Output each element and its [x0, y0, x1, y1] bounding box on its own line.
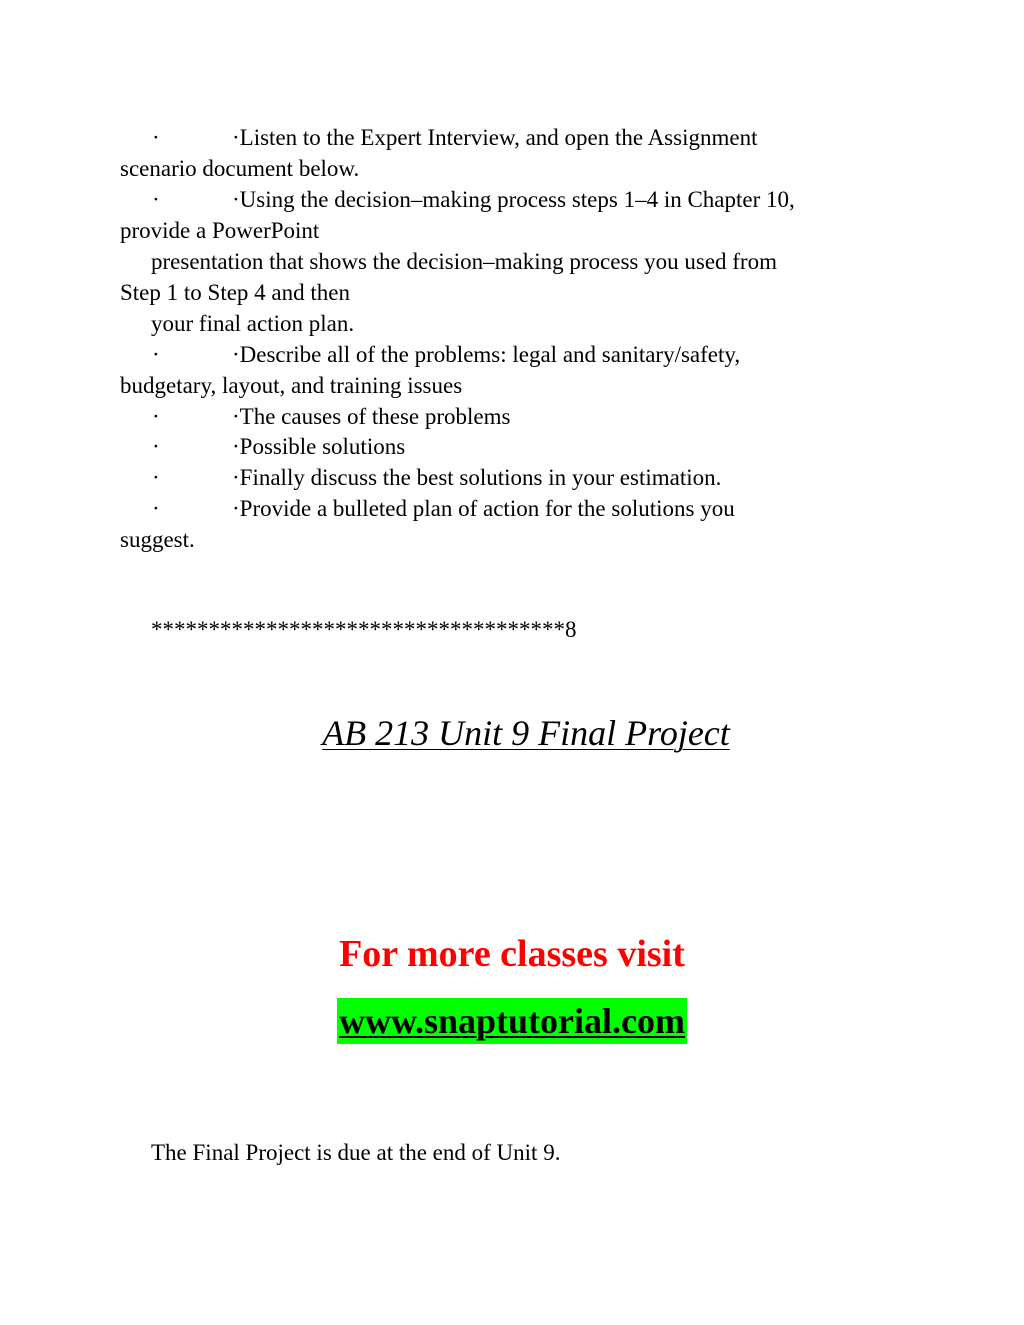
bullet-provide-continued: suggest.: [120, 527, 195, 552]
bullet-using-continued: presentation that shows the decision–making process you used from: [151, 249, 777, 274]
bullet-marker: ·: [152, 465, 160, 490]
bullet-using-continued: your final action plan.: [151, 311, 355, 336]
bullet-listen: ·Listen to the Expert Interview, and open the Assignment: [232, 125, 758, 150]
bullet-listen-continued: scenario document below.: [120, 156, 360, 181]
bullet-finally: ·Finally discuss the best solutions in your estimation.: [232, 465, 722, 490]
bullet-marker: ·: [152, 404, 160, 429]
link-container: [0, 998, 1024, 1044]
asterisk-separator: ************************************8: [151, 617, 577, 642]
promo-heading: For more classes visit: [339, 933, 685, 975]
website-link[interactable]: www.snaptutorial.com: [337, 998, 687, 1044]
due-date-note: The Final Project is due at the end of Unit 9.: [151, 1140, 561, 1165]
bullet-describe: ·Describe all of the problems: legal and sanitary/safety,: [232, 342, 741, 367]
bullet-describe-continued: budgetary, layout, and training issues: [120, 373, 463, 398]
bullet-marker: ·: [152, 496, 160, 521]
bullet-causes: ·The causes of these problems: [232, 404, 511, 429]
bullet-using-continued: provide a PowerPoint: [120, 218, 320, 243]
bullet-marker: ·: [152, 187, 160, 212]
bullet-marker: ·: [152, 434, 160, 459]
page-title: AB 213 Unit 9 Final Project: [322, 713, 730, 753]
bullet-solutions: ·Possible solutions: [232, 434, 406, 459]
bullet-marker: ·: [152, 342, 160, 367]
bullet-provide: ·Provide a bulleted plan of action for the solutions you: [232, 496, 735, 521]
bullet-using: ·Using the decision–making process steps 1–4 in Chapter 10,: [232, 187, 795, 212]
bullet-marker: ·: [152, 125, 160, 150]
bullet-using-continued: Step 1 to Step 4 and then: [120, 280, 350, 305]
